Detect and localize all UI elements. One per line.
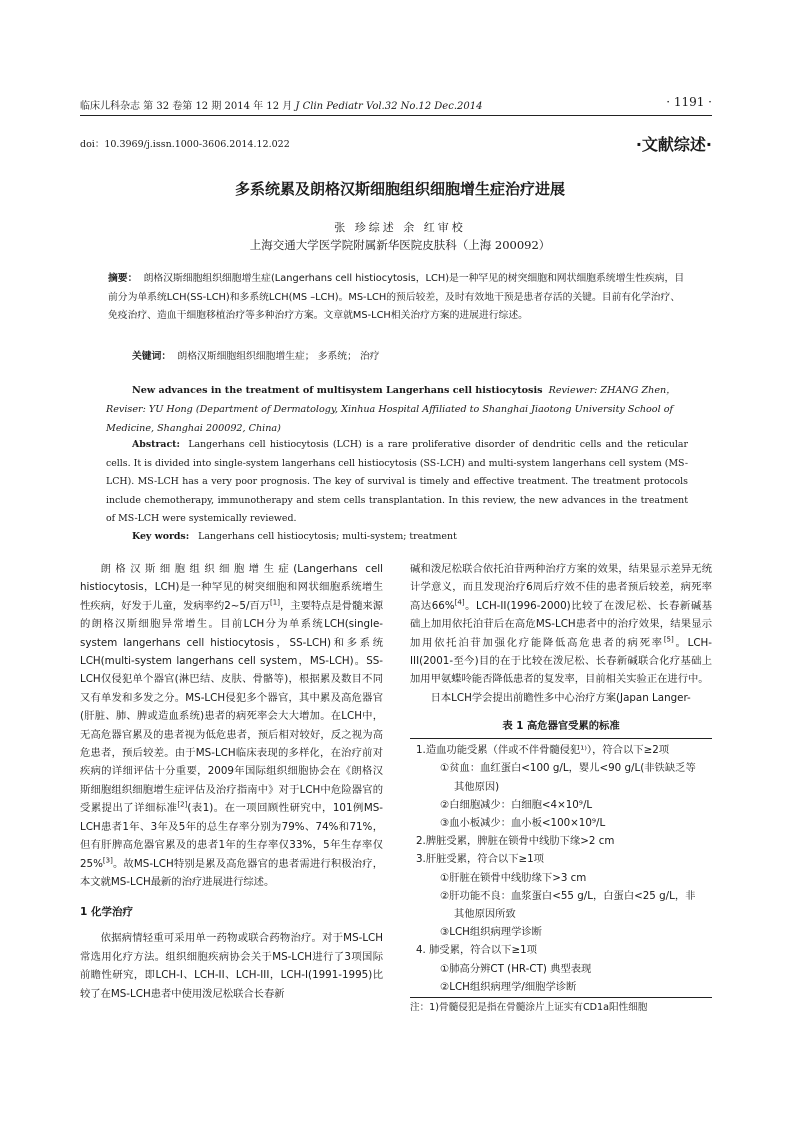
table-row: 其他原因所致 [454,908,516,921]
header-rule [80,115,712,116]
chemo-paragraph: 依据病情轻重可采用单一药物或联合药物治疗。对于MS-LCH常选用化疗方法。组织细胞疾病协会关于MS-LCH进行了3项国际前瞻性研究，即LCH-I、LCH-II、LCH-III，LCH-I(1991-1995)比较了在MS-LCH患者中使用泼尼松联合长春新 [80,932,383,1000]
chemo-paragraph-cont [410,560,712,689]
table-row: 2.脾脏受累，脾脏在锁骨中线肋下缘>2 cm [416,835,615,848]
table-row: ①贫血：血红蛋白<100 g/L，婴儿<90 g/L(非铁缺乏等 [440,762,696,775]
body-left-column [80,560,383,1003]
article-title: 多系统累及朗格汉斯细胞组织细胞增生症治疗进展 [234,180,565,198]
en-abstract-text: Langerhans cell histiocytosis (LCH) is a rare proliferative disorder of dendritic cells and the reticular cells. It is divided into single-system langerhans cell histiocytosis (SS-LCH) and multi-system langerhans cell system (MS-LCH). MS-LCH has a very poor prognosis. The key of survival is timely and effective treatment. The treatment protocols include chemotherapy, immunotherapy and stem cells transplantation. In this review, the new advances in the treatment of MS-LCH were systemically reviewed. [106,439,688,524]
cn-keywords [132,348,688,362]
table-row: ①肺高分辨CT (HR-CT) 典型表现 [440,962,592,975]
journal-cn: 临床儿科杂志 第 32 卷第 12 期 2014 年 12 月 [80,101,293,112]
citation[interactable]: [3] [102,856,113,865]
text-run: 朗格汉斯细胞组织细胞增生症(Langerhans cell histiocytosis，LCH)是一种罕见的树突细胞和网状细胞系统增生性疾病，好发于儿童，发病率约2~5/百万 [80,563,383,612]
text-run: 碱和泼尼松联合依托泊苷两种治疗方案的效果，结果显示差异无统计学意义，而且发现治疗6周后疗效不佳的患者预后较差，病死率高达66% [410,563,712,612]
section-heading-chemotherapy: 1 化学治疗 [80,906,133,919]
doi: doi：10.3969/j.issn.1000-3606.2014.12.022 [80,139,290,150]
en-abstract-label: Abstract: [132,439,180,450]
citation[interactable]: [2] [177,800,188,809]
criteria-table [410,738,712,998]
journal-en: J Clin Pediatr Vol.32 No.12 Dec.2014 [295,101,483,112]
text-run: (表1)。在一项回顾性研究中，101例MS-LCH患者1年、3年及5年的总生存率分别为79%、74%和71%，但有肝脾高危器官累及的患者1年的生存率仅33%，5年生存率仅25% [80,802,384,870]
table-row: ②LCH组织病理学/细胞学诊断 [440,980,577,993]
table-row: 其他原因) [454,780,500,793]
text-run: 。故MS-LCH特别是累及高危器官的患者需进行积极治疗，本文就MS-LCH最新的治疗进展进行综述。 [80,857,383,888]
running-header [80,94,712,114]
intro-paragraph [80,560,383,891]
text-run: 。LCH-III(2001-至今)目的在于比较在泼尼松、长春新碱联合化疗基础上加用甲氨蝶呤能否降低患者的复发率，目前相关实验正在进行中。 [410,636,712,686]
authors: 张 珍综述 余 红审校 [334,221,466,234]
affiliation: 上海交通大学医学院附属新华医院皮肤科（上海 200092） [249,238,551,252]
table-row: ③LCH组织病理学诊断 [440,926,542,939]
table-row: ②白细胞减少：白细胞<4×10⁹/L [440,798,593,811]
journal-info [80,97,482,112]
cn-keywords-text: 朗格汉斯细胞组织细胞增生症； 多系统； 治疗 [177,351,380,362]
en-title-block [106,381,688,438]
cn-abstract [108,270,688,326]
table-row: ①肝脏在锁骨中线肋缘下>3 cm [440,871,587,884]
cn-abstract-label: 摘要： [108,273,138,284]
table-row: 4. 肺受累，符合以下≥1项 [416,944,537,957]
cn-keywords-label: 关键词： [132,351,172,362]
en-keywords-label: Key words: [132,531,190,542]
cn-abstract-text: 朗格汉斯细胞组织细胞增生症(Langerhans cell histiocytosis，LCH)是一种罕见的树突细胞和网状细胞系统增生性疾病，目前分为单系统LCH(SS-LCH)和多系统LCH(MS –LCH)。MS-LCH的预后较差，及时有效地干预是患者存活的关键。目前有化学治疗、免疫治疗、造血干细胞移植治疗等多种治疗方案。文章就MS-LCH相关治疗方案的进展进行综述。 [108,273,685,321]
body-right-column [410,560,712,1016]
text-run: ，主要特点是骨髓来源的朗格汉斯细胞异常增生。目前LCH分为单系统LCH(single-system langerhans cell histiocytosis，SS-LCH)和多系统LCH(multi-system langerhans cell system，MS-LCH)。SS-LCH仅侵犯单个器官(淋巴结、皮肤、骨骼等)，根据累及数目不同又有单发和多发之分。MS-LCH侵犯多个器官，其中累及高危器官(肝脏、肺、脾或造血系统)患者的病死率会大大增加。在LCH中，无高危器官累及的患者视为低危患者，预后相对较好，反之视为高危患者，预后较差。由于MS-LCH临床表现的多样化，在治疗前对疾病的详细评估十分重要，2009年国际组织细胞协会在《朗格汉斯细胞组织细胞增生症评估及治疗指南中》对于LCH中危险器官的受累提出了详细标准 [80,599,383,815]
page-number: · 1191 · [666,95,712,109]
table-row: 1.造血功能受累（伴或不伴骨髓侵犯¹⁾），符合以下≥2项 [416,744,670,757]
en-credits: Reviewer: ZHANG Zhen，Reviser: YU Hong (Department of Dermatology, Xinhua Hospital Affiliated to Shanghai Jiaotong University School of Medicine, Shanghai 200092, China) [106,385,676,434]
table-row: 3.肝脏受累，符合以下≥1项 [416,853,544,866]
citation[interactable]: [1] [270,598,280,607]
en-keywords [132,531,457,542]
japan-paragraph: 日本LCH学会提出前瞻性多中心治疗方案(Japan Langer- [430,691,691,704]
en-abstract [106,436,688,529]
en-title: New advances in the treatment of multisystem Langerhans cell histiocytosis [132,385,543,396]
table-row: ③血小板减少：血小板<100×10⁹/L [440,817,606,830]
table-title: 表 1 高危器官受累的标准 [502,720,620,733]
table-row: ②肝功能不良：血浆蛋白<55 g/L，白蛋白<25 g/L，非 [440,889,696,902]
text-run: 。LCH-II(1996-2000)比较了在泼尼松、长春新碱基础上加用依托泊苷后在高危MS-LCH患者中的治疗效果，结果显示加用依托泊苷加强化疗能降低高危患者的病死率 [410,599,712,649]
en-keywords-text: Langerhans cell histiocytosis; multi-system; treatment [198,531,457,542]
citation[interactable]: [5] [663,635,674,644]
citation[interactable]: [4] [454,598,465,607]
section-tag: ·文献综述· [635,135,712,154]
table-note: 注：1)骨髓侵犯是指在骨髓涂片上证实有CD1a阳性细胞 [410,1002,648,1014]
